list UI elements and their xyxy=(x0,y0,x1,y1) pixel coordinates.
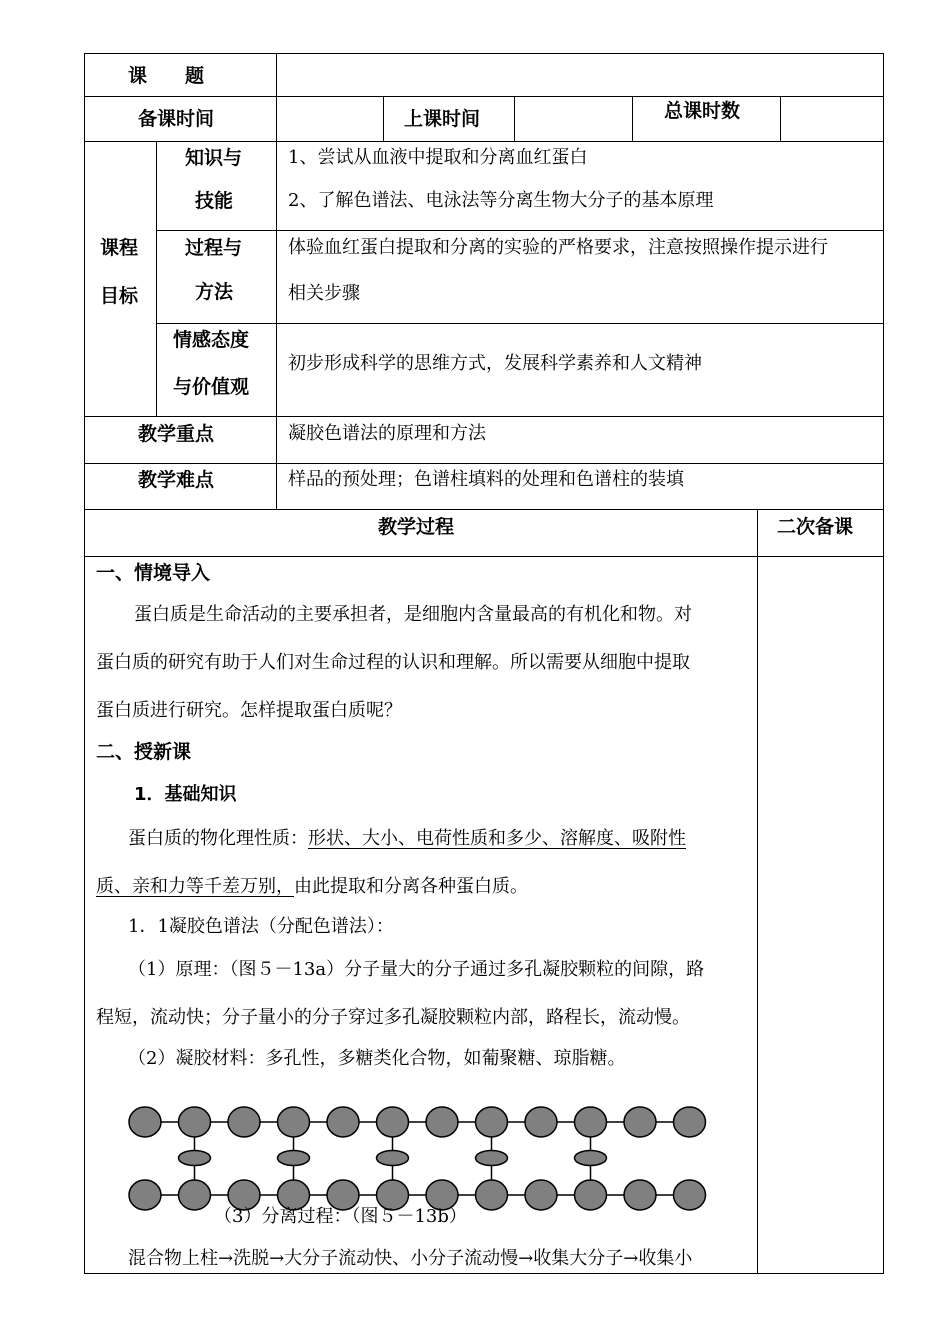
table-border xyxy=(84,416,884,417)
table-border xyxy=(514,96,515,142)
table-border xyxy=(383,96,384,142)
total-hours-label: 总课时数 xyxy=(664,100,741,122)
paragraph-line: （1）原理：（图５－13a）分子量大的分子通过多孔凝胶颗粒的间隙，路 xyxy=(128,959,705,980)
process-header-right: 二次备课 xyxy=(777,516,854,538)
table-border xyxy=(276,53,277,510)
gel-bead-top xyxy=(624,1107,656,1137)
table-border xyxy=(156,230,884,231)
paragraph-line xyxy=(128,828,686,850)
gel-particle-diagram xyxy=(120,1100,720,1212)
paragraph-line: 混合物上柱→洗脱→大分子流动快、小分子流动慢→收集大分子→收集小 xyxy=(128,1248,693,1269)
prep-time-label: 备课时间 xyxy=(138,108,215,130)
property-suffix: 由此提取和分离各种蛋白质。 xyxy=(294,876,528,897)
paragraph-line: （2）凝胶材料：多孔性，多糖类化合物，如葡聚糖、琼脂糖。 xyxy=(128,1048,626,1069)
small-gel-bead xyxy=(278,1151,310,1166)
knowledge-label: 技能 xyxy=(195,190,234,212)
gel-bead-top xyxy=(129,1107,161,1137)
gel-bead-top xyxy=(278,1107,310,1137)
gel-bead-top xyxy=(575,1107,607,1137)
gel-bead-top xyxy=(426,1107,458,1137)
table-border xyxy=(156,141,157,417)
table-border xyxy=(84,96,884,97)
gel-bead-top xyxy=(179,1107,211,1137)
process-text: 相关步骤 xyxy=(288,283,360,304)
table-border xyxy=(632,96,633,142)
table-border xyxy=(84,53,884,54)
paragraph-line: （3）分离过程：（图５－13b） xyxy=(214,1206,467,1227)
process-text: 体验血红蛋白提取和分离的实验的严格要求，注意按照操作提示进行 xyxy=(288,237,828,258)
table-border xyxy=(84,1273,884,1274)
table-border xyxy=(156,323,884,324)
topic-label: 课 题 xyxy=(128,65,205,87)
small-gel-bead xyxy=(377,1151,409,1166)
gel-bead-bottom xyxy=(674,1180,706,1210)
table-border xyxy=(84,556,884,557)
knowledge-text: 2、了解色谱法、电泳法等分离生物大分子的基本原理 xyxy=(288,190,714,211)
objectives-label: 目标 xyxy=(100,285,139,307)
table-border xyxy=(780,96,781,142)
attitude-label: 情感态度 xyxy=(173,329,250,351)
small-gel-bead xyxy=(179,1151,211,1166)
table-border xyxy=(883,53,884,1274)
table-border xyxy=(84,53,85,1274)
gel-bead-bottom xyxy=(575,1180,607,1210)
gel-bead-bottom xyxy=(525,1180,557,1210)
difficulty-value: 样品的预处理；色谱柱填料的处理和色谱柱的装填 xyxy=(288,469,684,490)
knowledge-text: 1、尝试从血液中提取和分离血红蛋白 xyxy=(288,147,588,168)
section-title: 二、授新课 xyxy=(96,741,192,763)
objectives-label: 课程 xyxy=(100,237,139,259)
gel-bead-top xyxy=(228,1107,260,1137)
table-border xyxy=(757,509,758,1274)
paragraph-line: 蛋白质的研究有助于人们对生命过程的认识和理解。所以需要从细胞中提取 xyxy=(96,652,690,673)
table-border xyxy=(84,509,884,510)
class-time-label: 上课时间 xyxy=(404,108,481,130)
small-gel-bead xyxy=(476,1151,508,1166)
table-border xyxy=(84,141,884,142)
gel-bead-bottom xyxy=(179,1180,211,1210)
property-underlined: 形状、大小、电荷性质和多少、溶解度、吸附性 xyxy=(308,828,686,849)
paragraph-line: 程短，流动快；分子量小的分子穿过多孔凝胶颗粒内部，路程长，流动慢。 xyxy=(96,1007,690,1028)
table-border xyxy=(84,463,884,464)
process-header-left: 教学过程 xyxy=(378,516,455,538)
gel-bead-top xyxy=(525,1107,557,1137)
gel-bead-bottom xyxy=(624,1180,656,1210)
process-label: 方法 xyxy=(195,281,234,303)
paragraph-line xyxy=(96,876,528,898)
key-point-label: 教学重点 xyxy=(138,423,215,445)
gel-bead-bottom xyxy=(476,1180,508,1210)
paragraph-line: 蛋白质是生命活动的主要承担者，是细胞内含量最高的有机化和物。对 xyxy=(134,604,692,625)
difficulty-label: 教学难点 xyxy=(138,469,215,491)
gel-bead-bottom xyxy=(129,1180,161,1210)
gel-bead-top xyxy=(476,1107,508,1137)
gel-bead-top xyxy=(377,1107,409,1137)
gel-bead-top xyxy=(674,1107,706,1137)
subsection-title: 1．1凝胶色谱法（分配色谱法）： xyxy=(128,916,394,937)
attitude-text: 初步形成科学的思维方式，发展科学素养和人文精神 xyxy=(288,353,702,374)
section-title: 一、情境导入 xyxy=(96,562,211,584)
property-prefix: 蛋白质的物化理性质： xyxy=(128,828,308,849)
attitude-label: 与价值观 xyxy=(173,376,250,398)
subsection-title: 1．基础知识 xyxy=(134,784,237,805)
gel-bead-top xyxy=(327,1107,359,1137)
small-gel-bead xyxy=(575,1151,607,1166)
paragraph-line: 蛋白质进行研究。怎样提取蛋白质呢？ xyxy=(96,700,402,721)
process-label: 过程与 xyxy=(185,237,243,259)
key-point-value: 凝胶色谱法的原理和方法 xyxy=(288,423,486,444)
property-underlined: 质、亲和力等千差万别， xyxy=(96,876,294,897)
knowledge-label: 知识与 xyxy=(185,147,243,169)
